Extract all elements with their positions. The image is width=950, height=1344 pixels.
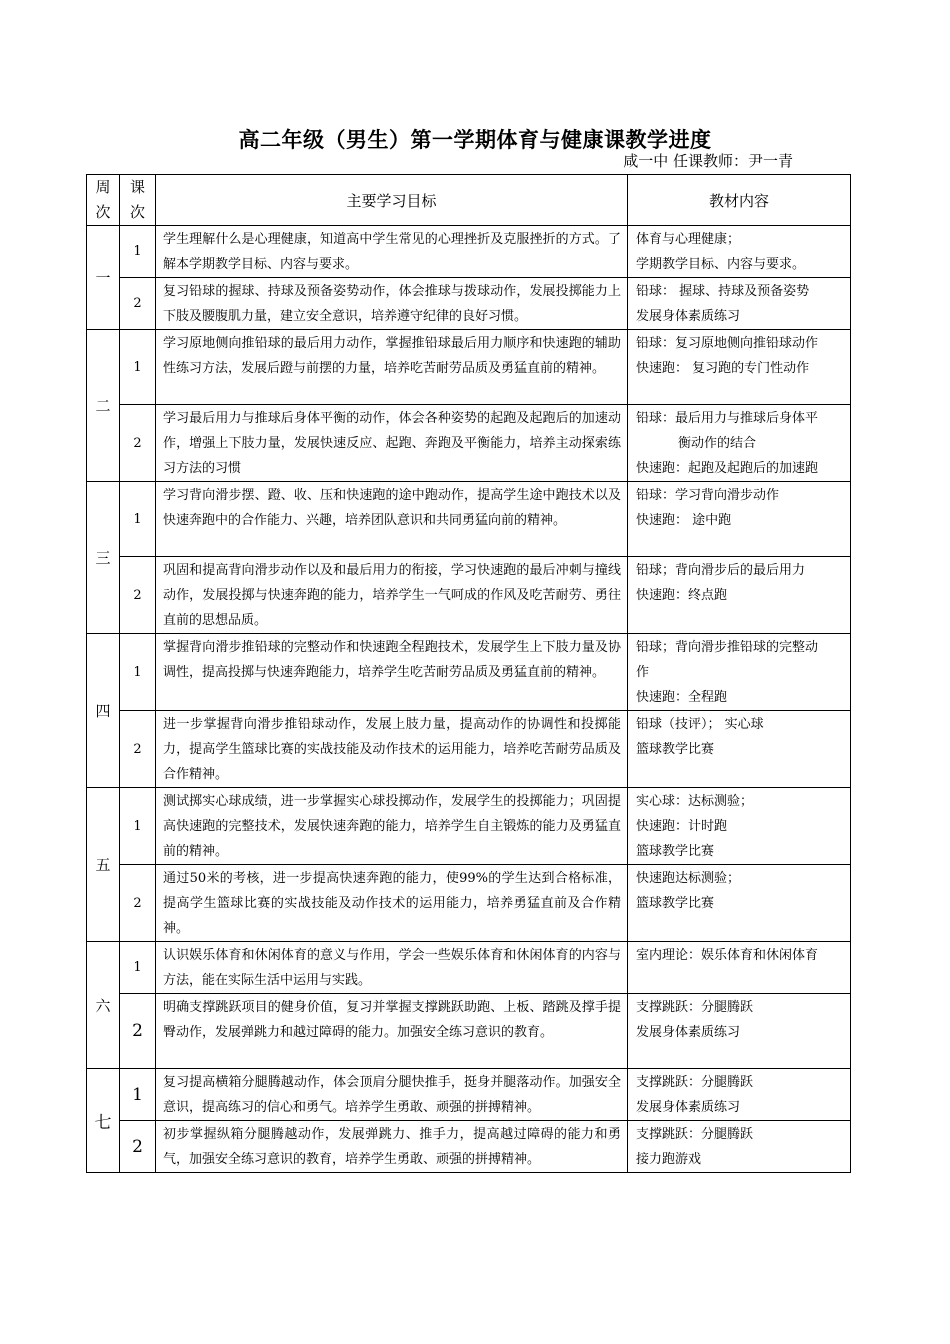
week-cell: 六 (87, 942, 120, 1069)
content-line: 快速跑达标测验； (636, 871, 741, 886)
teacher-info: 咸一中 任课教师：尹一青 (623, 152, 793, 170)
lesson-cell: 1 (120, 226, 156, 278)
goal-cell: 掌握背向滑步推铅球的完整动作和快速跑全程跑技术，发展学生上下肢力量及协调性，提高投掷与快速奔跑能力，培养学生吃苦耐劳品质及勇猛直前的精神。 (156, 634, 628, 711)
content-line: 支撑跳跃：分腿腾跃 (636, 1075, 754, 1090)
content-line: 快速跑：终点跑 (636, 588, 728, 603)
content-cell (628, 405, 851, 482)
goal-cell: 认识娱乐体育和休闲体育的意义与作用，学会一些娱乐体育和休闲体育的内容与方法，能在实际生活中运用与实践。 (156, 942, 628, 994)
content-line: 铅球：复习原地侧向推铅球动作 (636, 336, 819, 351)
goal-cell: 进一步掌握背向滑步推铅球动作，发展上肢力量，提高动作的协调性和投掷能力，提高学生篮球比赛的实战技能及动作技术的运用能力，培养吃苦耐劳品质及合作精神。 (156, 711, 628, 788)
goal-cell: 复习提高横箱分腿腾越动作，体会顶肩分腿快推手，挺身并腿落动作。加强安全意识，提高练习的信心和勇气。培养学生勇敢、顽强的拼搏精神。 (156, 1069, 628, 1121)
content-line: 篮球教学比赛 (636, 742, 715, 757)
lesson-cell: 2 (120, 994, 156, 1069)
lesson-cell: 2 (120, 278, 156, 330)
table-row (87, 711, 851, 788)
content-line: 铅球；背向滑步推铅球的完整动 (636, 640, 819, 655)
goal-cell: 测试掷实心球成绩，进一步掌握实心球投掷动作，发展学生的投掷能力；巩固提高快速跑的完整技术，发展快速奔跑的能力，培养学生自主锻炼的能力及勇猛直前的精神。 (156, 788, 628, 865)
content-line: 支撑跳跃：分腿腾跃 (636, 1127, 754, 1142)
page-title: 高二年级（男生）第一学期体育与健康课教学进度 (238, 127, 712, 152)
week-cell: 三 (87, 482, 120, 634)
content-cell (628, 634, 851, 711)
lesson-cell: 1 (120, 942, 156, 994)
content-line: 发展身体素质练习 (636, 1025, 741, 1040)
content-cell (628, 1069, 851, 1121)
content-line: 快速跑：全程跑 (636, 690, 728, 705)
header-week (87, 175, 120, 226)
table-row (87, 482, 851, 557)
content-cell (628, 226, 851, 278)
content-cell (628, 942, 851, 994)
table-header-row (87, 175, 851, 226)
content-line: 快速跑： 途中跑 (636, 513, 732, 528)
goal-cell: 复习铅球的握球、持球及预备姿势动作，体会推球与拨球动作，发展投掷能力上下肢及腰腹肌力量，建立安全意识，培养遵守纪律的良好习惯。 (156, 278, 628, 330)
content-line: 室内理论：娱乐体育和休闲体育 (636, 948, 819, 963)
header-lesson-text: 课次 (129, 178, 145, 221)
lesson-cell: 1 (120, 634, 156, 711)
content-line: 篮球教学比赛 (636, 844, 715, 859)
content-line: 接力跑游戏 (636, 1152, 702, 1167)
content-cell (628, 330, 851, 405)
goal-cell: 初步掌握纵箱分腿腾越动作，发展弹跳力、推手力，提高越过障碍的能力和勇气，加强安全练习意识的教育，培养学生勇敢、顽强的拼搏精神。 (156, 1121, 628, 1173)
lesson-cell: 2 (120, 557, 156, 634)
goal-cell: 学习背向滑步摆、蹬、收、压和快速跑的途中跑动作，提高学生途中跑技术以及快速奔跑中的合作能力、兴趣，培养团队意识和共同勇猛向前的精神。 (156, 482, 628, 557)
content-line: 快速跑：计时跑 (636, 819, 728, 834)
lesson-cell: 1 (120, 330, 156, 405)
content-cell (628, 557, 851, 634)
table-row (87, 942, 851, 994)
content-cell (628, 711, 851, 788)
week-cell: 四 (87, 634, 120, 788)
table-row (87, 330, 851, 405)
week-cell: 七 (87, 1069, 120, 1173)
goal-cell: 明确支撑跳跃项目的健身价值，复习并掌握支撑跳跃助跑、上板、踏跳及撑手提臀动作，发展弹跳力和越过障碍的能力。加强安全练习意识的教育。 (156, 994, 628, 1069)
content-line: 体育与心理健康； (636, 232, 741, 247)
table-row (87, 788, 851, 865)
goal-cell: 学习原地侧向推铅球的最后用力动作，掌握推铅球最后用力顺序和快速跑的辅助性练习方法，发展后蹬与前摆的力量，培养吃苦耐劳品质及勇猛直前的精神。 (156, 330, 628, 405)
content-cell (628, 1121, 851, 1173)
header-week-text: 周次 (95, 178, 111, 221)
content-line: 铅球：最后用力与推球后身体平 (636, 411, 819, 426)
week-cell: 五 (87, 788, 120, 942)
content-line: 铅球（技评）； 实心球 (636, 717, 764, 732)
content-line: 支撑跳跃：分腿腾跃 (636, 1000, 754, 1015)
goal-cell: 学生理解什么是心理健康，知道高中学生常见的心理挫折及克服挫折的方式。了解本学期教学目标、内容与要求。 (156, 226, 628, 278)
week-cell: 二 (87, 330, 120, 482)
content-cell (628, 482, 851, 557)
week-cell: 一 (87, 226, 120, 330)
content-line: 铅球： 握球、持球及预备姿势 (636, 284, 810, 299)
content-cell (628, 865, 851, 942)
content-line: 篮球教学比赛 (636, 896, 715, 911)
header-goals: 主要学习目标 (156, 175, 628, 226)
table-row (87, 226, 851, 278)
table-row (87, 1069, 851, 1121)
table-row (87, 278, 851, 330)
content-line: 实心球：达标测验； (636, 794, 754, 809)
header-content: 教材内容 (628, 175, 851, 226)
goal-cell: 巩固和提高背向滑步动作以及和最后用力的衔接，学习快速跑的最后冲刺与撞线动作，发展投掷与快速奔跑的能力，培养学生一气呵成的作风及吃苦耐劳、勇往直前的思想品质。 (156, 557, 628, 634)
table-row (87, 634, 851, 711)
lesson-cell: 1 (120, 1069, 156, 1121)
header-lesson (120, 175, 156, 226)
lesson-cell: 2 (120, 1121, 156, 1173)
content-line: 快速跑： 复习跑的专门性动作 (636, 361, 810, 376)
content-line: 衡动作的结合 (678, 436, 757, 451)
goal-cell: 通过50米的考核，进一步提高快速奔跑的能力，使99%的学生达到合格标准，提高学生篮球比赛的实战技能及动作技术的运用能力，培养勇猛直前及合作精神。 (156, 865, 628, 942)
schedule-table (86, 174, 851, 1173)
content-cell (628, 788, 851, 865)
table-row (87, 557, 851, 634)
table-row (87, 994, 851, 1069)
content-cell (628, 994, 851, 1069)
content-line: 作 (636, 665, 650, 680)
content-line: 铅球；背向滑步后的最后用力 (636, 563, 806, 578)
lesson-cell: 2 (120, 711, 156, 788)
lesson-cell: 1 (120, 788, 156, 865)
content-cell (628, 278, 851, 330)
table-row (87, 405, 851, 482)
content-line: 学期教学目标、内容与要求。 (636, 257, 806, 272)
content-line: 快速跑：起跑及起跑后的加速跑 (636, 461, 819, 476)
table-row (87, 865, 851, 942)
content-line: 铅球：学习背向滑步动作 (636, 488, 780, 503)
lesson-cell: 2 (120, 865, 156, 942)
goal-cell: 学习最后用力与推球后身体平衡的动作，体会各种姿势的起跑及起跑后的加速动作，增强上下肢力量，发展快速反应、起跑、奔跑及平衡能力，培养主动探索练习方法的习惯 (156, 405, 628, 482)
content-line: 发展身体素质练习 (636, 309, 741, 324)
lesson-cell: 1 (120, 482, 156, 557)
content-line: 发展身体素质练习 (636, 1100, 741, 1115)
table-row (87, 1121, 851, 1173)
lesson-cell: 2 (120, 405, 156, 482)
